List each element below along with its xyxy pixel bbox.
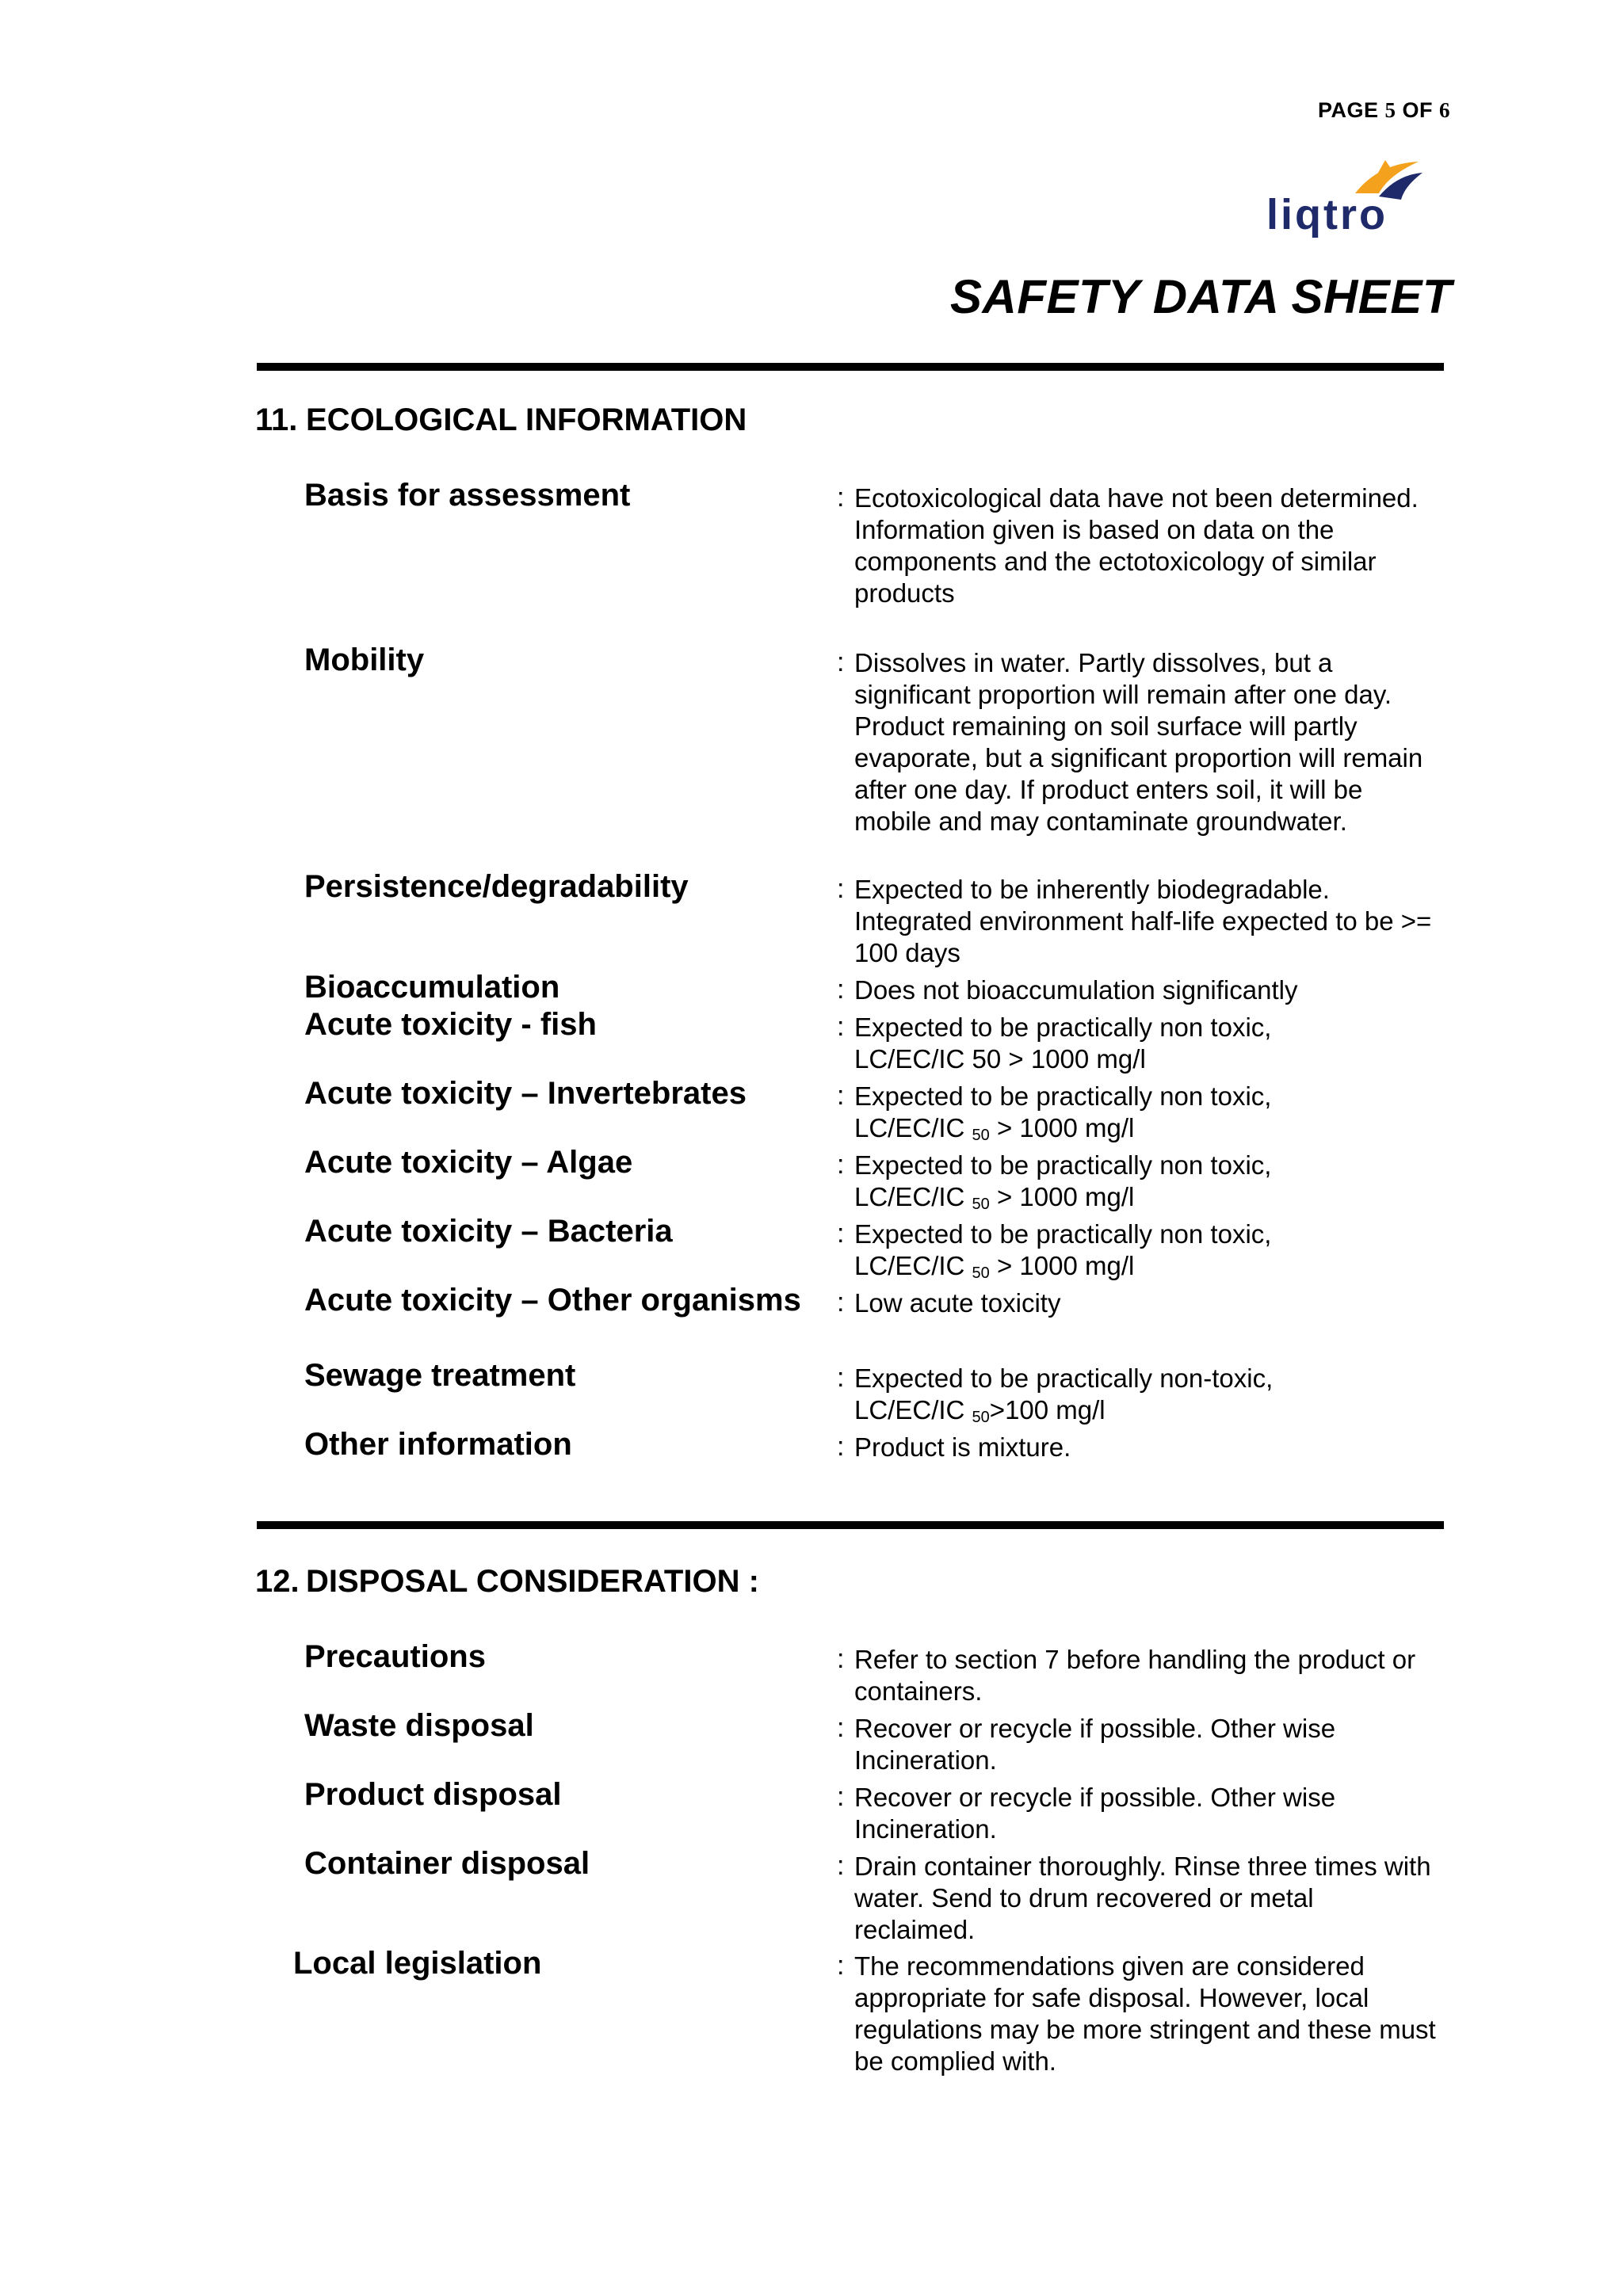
page-number: PAGE 5 OF 6 bbox=[1317, 98, 1450, 122]
company-logo bbox=[1260, 154, 1434, 241]
section-divider bbox=[257, 1521, 1444, 1529]
field-label: Basis for assessment bbox=[304, 478, 631, 513]
logo-wordmark: liqtro bbox=[1266, 191, 1388, 238]
document-title: SAFETY DATA SHEET bbox=[950, 270, 1452, 323]
section-11-heading: 11. ECOLOGICAL INFORMATION bbox=[255, 402, 747, 437]
field-value: Ecotoxicological data have not been determined. Information given is based on data on the components and the ectotoxicology of similar products bbox=[854, 483, 1419, 608]
section-divider bbox=[257, 363, 1444, 371]
section-12-heading: 12. DISPOSAL CONSIDERATION : bbox=[255, 1564, 759, 1599]
